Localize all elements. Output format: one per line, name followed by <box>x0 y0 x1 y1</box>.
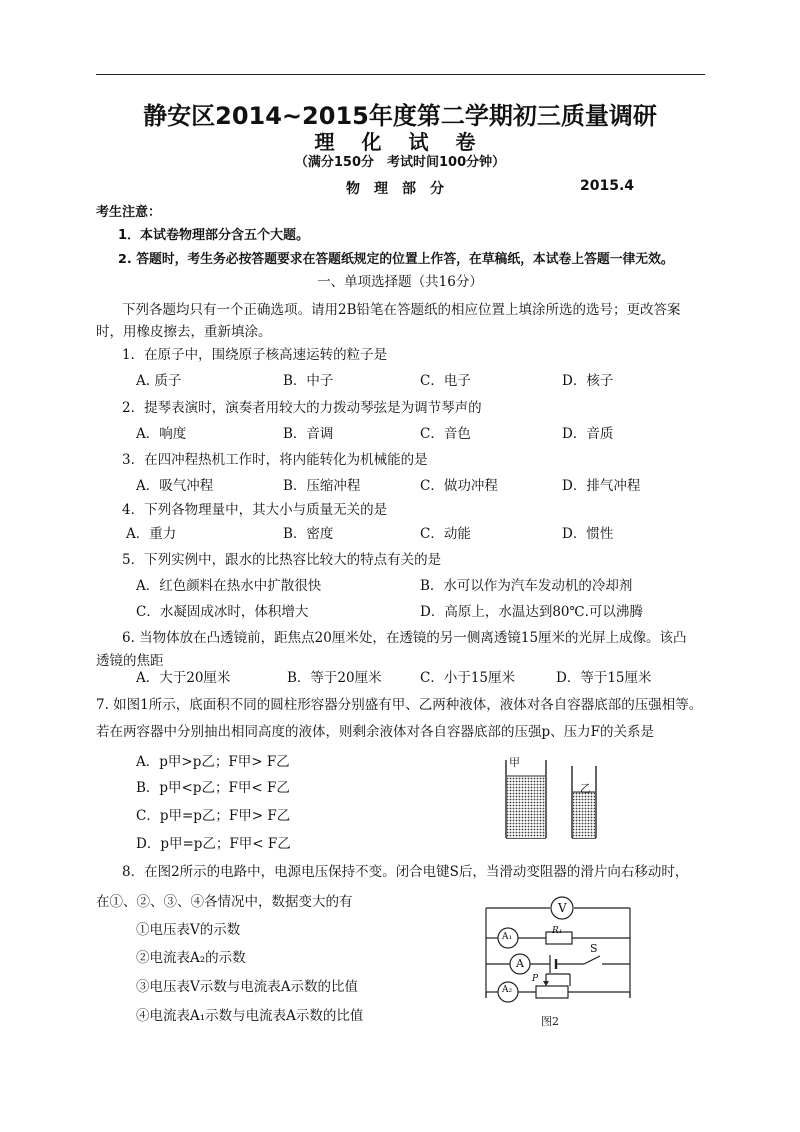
q8-item-3: ③电压表V示数与电流表A示数的比值 <box>136 979 358 995</box>
q1-stem: 1．在原子中，围绕原子核高速运转的粒子是 <box>122 347 388 363</box>
liquid-jia <box>507 776 545 838</box>
header-rule <box>96 74 705 75</box>
q8-item-1: ①电压表V的示数 <box>136 922 241 938</box>
figure-1-label-jia: 甲 <box>509 756 520 769</box>
q5-option-a: A．红色颜料在热水中扩散很快 <box>136 578 322 594</box>
slider-p-label: P <box>532 974 539 984</box>
exam-title: 静安区2014~2015年度第二学期初三质量调研 <box>143 102 657 130</box>
q4-option-c: C．动能 <box>420 526 471 542</box>
q3-option-b: B．压缩冲程 <box>283 478 361 494</box>
q6-stem-cont: 透镜的焦距 <box>96 653 164 669</box>
q5-option-b: B．水可以作为汽车发动机的冷却剂 <box>420 578 633 594</box>
q8-stem-cont: 在①、②、③、④各情况中，数据变大的有 <box>96 894 353 910</box>
q7-option-c: C．p甲=p乙；F甲> F乙 <box>136 808 291 824</box>
q4-option-a: A．重力 <box>126 526 177 542</box>
section-name: 物 理 部 分 <box>346 181 444 197</box>
q3-option-a: A．吸气冲程 <box>136 478 214 494</box>
q8-item-2: ②电流表A₂的示数 <box>136 950 246 966</box>
meter-a2-label: A₂ <box>502 985 513 995</box>
q8-item-4: ④电流表A₁示数与电流表A示数的比值 <box>136 1008 364 1024</box>
exam-subtitle: 理 化 试 卷 <box>314 130 486 154</box>
q2-option-b: B．音调 <box>283 426 334 442</box>
q5-option-c: C．水凝固成冰时，体积增大 <box>136 604 309 620</box>
q6-option-b: B．等于20厘米 <box>287 670 382 686</box>
notice-heading: 考生注意： <box>96 205 162 220</box>
q5-stem: 5．下列实例中，跟水的比热容比较大的特点有关的是 <box>122 552 442 568</box>
q7-stem-cont: 若在两容器中分别抽出相同高度的液体，则剩余液体对各自容器底部的压强p、压力F的关系是 <box>96 724 655 740</box>
q1-option-b: B．中子 <box>283 373 334 389</box>
q8-stem: 8．在图2所示的电路中，电源电压保持不变。闭合电键S后，当滑动变阻器的滑片向右移动时， <box>122 864 689 880</box>
liquid-yi <box>573 792 595 838</box>
q2-option-d: D．音质 <box>562 426 614 442</box>
q6-option-d: D．等于15厘米 <box>556 670 652 686</box>
exam-date: 2015.4 <box>580 178 635 194</box>
switch-s <box>584 956 600 964</box>
q7-option-d: D．p甲=p乙；F甲< F乙 <box>136 836 291 852</box>
figure-1-label-yi: 乙 <box>580 782 591 795</box>
meter-a-label: A <box>516 957 524 970</box>
q4-option-d: D．惯性 <box>562 526 614 542</box>
meter-a1-label: A₁ <box>502 932 513 942</box>
q7-stem: 7. 如图1所示，底面积不同的圆柱形容器分别盛有甲、乙两种液体，液体对各自容器底部的压强相等。 <box>96 697 703 713</box>
figure-2-caption: 图2 <box>541 1015 559 1028</box>
q1-option-a: A. 质子 <box>136 373 182 389</box>
q5-option-d: D．高原上，水温达到80℃.可以沸腾 <box>420 604 643 620</box>
rheostat <box>536 986 568 998</box>
meter-v-label: V <box>558 901 567 915</box>
q3-stem: 3．在四冲程热机工作时，将内能转化为机械能的是 <box>122 452 428 468</box>
q3-option-d: D．排气冲程 <box>562 478 641 494</box>
resistor-r1-label: R₁ <box>552 926 563 936</box>
notice-item-1: 1．本试卷物理部分含五个大题。 <box>118 228 310 243</box>
q2-option-a: A．响度 <box>136 426 187 442</box>
part1-heading: 一、单项选择题（共16分） <box>317 274 483 290</box>
q1-option-d: D．核子 <box>562 373 614 389</box>
q2-option-c: C．音色 <box>420 426 471 442</box>
q4-stem: 4．下列各物理量中，其大小与质量无关的是 <box>122 502 388 518</box>
q2-stem: 2．提琴表演时，演奏者用较大的力拨动琴弦是为调节琴声的 <box>122 400 482 416</box>
q6-option-c: C．小于15厘米 <box>420 670 516 686</box>
notice-item-2: 2. 答题时，考生务必按答题要求在答题纸规定的位置上作答，在草稿纸，本试卷上答题一律无效。 <box>118 252 674 267</box>
q7-option-b: B．p甲<p乙；F甲< F乙 <box>136 780 290 796</box>
q6-stem: 6. 当物体放在凸透镜前，距焦点20厘米处，在透镜的另一侧离透镜15厘米的光屏上成像。该凸 <box>122 630 687 646</box>
q3-option-c: C．做功冲程 <box>420 478 498 494</box>
score-time: （满分150分 考试时间100分钟） <box>294 155 506 170</box>
q6-option-a: A．大于20厘米 <box>136 670 231 686</box>
switch-s-label: S <box>590 942 598 955</box>
q7-option-a: A．p甲>p乙；F甲> F乙 <box>136 754 290 770</box>
part1-instructions: 下列各题均只有一个正确选项。请用2B铅笔在答题纸的相应位置上填涂所选的选号；更改答案 <box>122 302 681 318</box>
part1-instructions-cont: 时，用橡皮擦去，重新填涂。 <box>96 324 272 340</box>
q4-option-b: B．密度 <box>283 526 334 542</box>
q1-option-c: C．电子 <box>420 373 471 389</box>
